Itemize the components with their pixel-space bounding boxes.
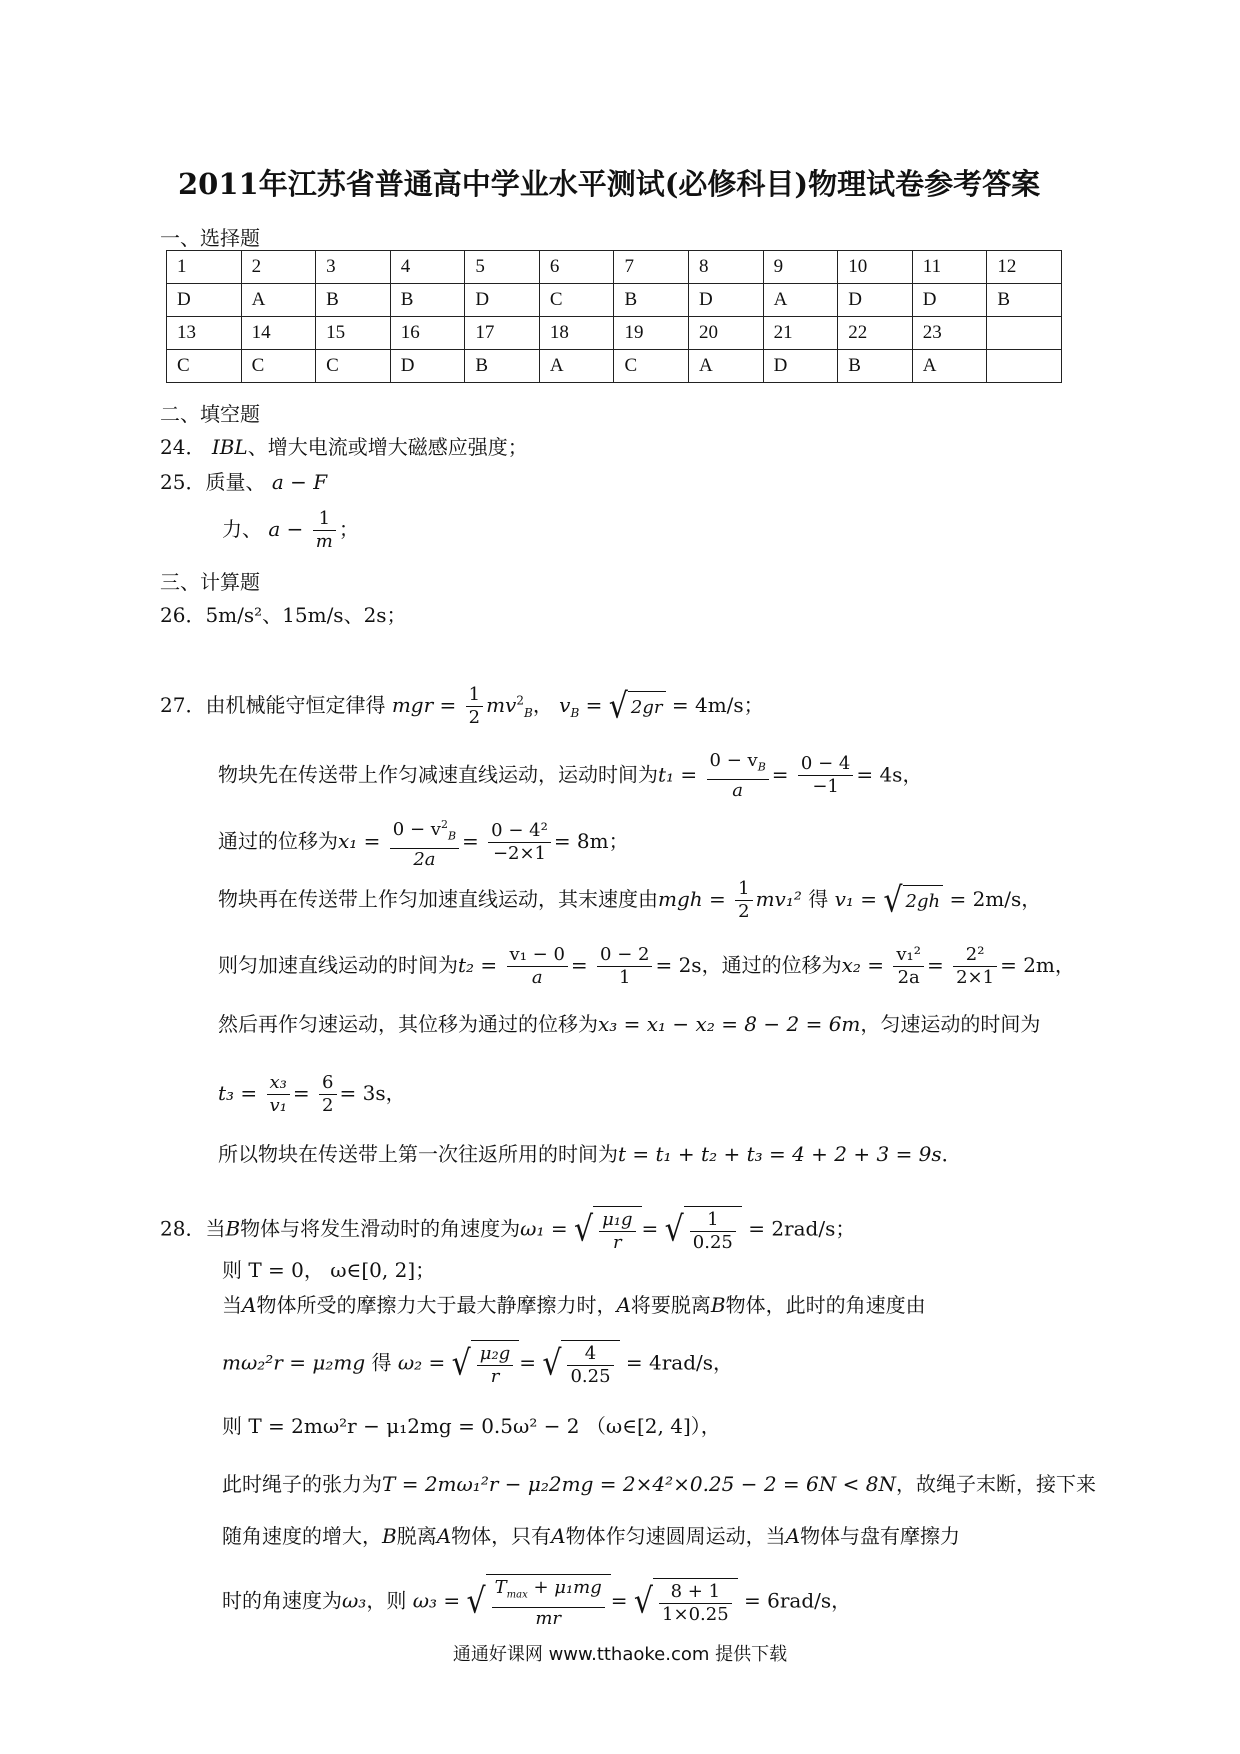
question-number-cell: 21	[763, 317, 838, 350]
q25-answer-cont: 力、 a − $\frac{1}{m}$ ；	[222, 508, 359, 552]
question-number-cell: 14	[241, 317, 316, 350]
answer-cell: D	[912, 284, 987, 317]
answer-cell: A	[912, 350, 987, 383]
answer-cell: C	[241, 350, 316, 383]
answer-cell: B	[987, 284, 1062, 317]
q27-line-2: 物块先在传送带上作匀减速直线运动，运动时间为t₁ = $\frac{0 - v_B}{a}$ = $\frac{0 - 4}{-1}$ = 4s，	[218, 750, 923, 801]
q25-answer: 25．质量、 a − F	[160, 470, 328, 494]
q27-line-7: t₃ = $\frac{\text{x₃}}{\text{v₁}}$ = $\frac{6}{2}$ = 3s，	[218, 1072, 406, 1116]
answer-cell: B	[390, 284, 465, 317]
q28-line-2: 则 T = 0， ω∈[0, 2]；	[222, 1258, 436, 1282]
fraction: $\frac{1}{m}$	[313, 508, 336, 553]
question-number-cell: 6	[539, 251, 614, 284]
question-number-cell: 16	[390, 317, 465, 350]
q28-line-3: 当A物体所受的摩擦力大于最大静摩擦力时，A将要脱离B物体，此时的角速度由	[222, 1293, 926, 1317]
answer-cell: C	[316, 350, 391, 383]
answer-cell: B	[465, 350, 540, 383]
q24-answer: 24． IBL、增大电流或增大磁感应强度；	[160, 435, 528, 459]
q27-line-4: 物块再在传送带上作匀加速直线运动，其末速度由mgh = $\frac{1}{2}$ mv₁² 得 v₁ = √ 2gh = 2m/s，	[218, 878, 1042, 922]
question-number-cell: 1	[167, 251, 242, 284]
answer-row	[167, 284, 1062, 317]
answer-cell: C	[614, 350, 689, 383]
answer-cell: C	[167, 350, 242, 383]
q28-line-1: 28．当B物体与将发生滑动时的角速度为ω₁ = √ $\frac{\text{μ₁g}}{r}$ = √ $\frac{1}{0.25}$ = 2rad/s；	[160, 1206, 855, 1254]
answer-cell: A	[689, 350, 764, 383]
q27-line-5: 则匀加速直线运动的时间为t₂ = $\frac{\text{v₁ − 0}}{a}$ = $\frac{0 - 2}{1}$ = 2s，通过的位移为x₂ = $\frac{\text{v₁²}}{2a}$ = $\frac{\text{2²}}{2\times 1}$ = 2m，	[218, 944, 1075, 988]
answer-cell: D	[390, 350, 465, 383]
answer-table	[166, 250, 1062, 383]
question-number-cell: 7	[614, 251, 689, 284]
question-number-cell: 3	[316, 251, 391, 284]
question-number-row	[167, 251, 1062, 284]
answer-cell: D	[167, 284, 242, 317]
question-number-cell: 20	[689, 317, 764, 350]
section-choice: 一、选择题	[160, 226, 260, 250]
answer-cell: B	[614, 284, 689, 317]
question-number-cell: 22	[838, 317, 913, 350]
q28-line-5: 则 T = 2mω²r − μ₁2mg = 0.5ω² − 2 （ω∈[2, 4]），	[222, 1414, 721, 1438]
q27-line-8: 所以物块在传送带上第一次往返所用的时间为t = t₁ + t₂ + t₃ = 4 + 2 + 3 = 9s．	[218, 1142, 962, 1166]
question-number-cell: 23	[912, 317, 987, 350]
answer-cell: B	[838, 350, 913, 383]
q27-line-1: 27．由机械能守恒定律得 mgr = $\frac{1}{2}$ $mv^2_B$， $v_B$ = √ 2gr = 4m/s；	[160, 684, 764, 728]
question-number-cell: 4	[390, 251, 465, 284]
question-number-cell: 8	[689, 251, 764, 284]
answer-cell: A	[539, 350, 614, 383]
answer-cell: D	[838, 284, 913, 317]
question-number-cell: 18	[539, 317, 614, 350]
answer-cell: D	[689, 284, 764, 317]
question-number-cell: 15	[316, 317, 391, 350]
q27-line-3: 通过的位移为x₁ = $\frac{0 - v^2_B}{2a}$ = $\frac{\text{0 − 4²}}{-2\times 1}$ = 8m；	[218, 814, 629, 871]
question-number-cell: 13	[167, 317, 242, 350]
answer-cell	[987, 350, 1062, 383]
q28-line-6: 此时绳子的张力为T = 2mω₁²r − μ₂2mg = 2×4²×0.25 − 2 = 6N < 8N，故绳子末断，接下来	[222, 1472, 1096, 1496]
question-number-cell: 10	[838, 251, 913, 284]
answer-cell: A	[241, 284, 316, 317]
answer-cell: C	[539, 284, 614, 317]
answer-cell: A	[763, 284, 838, 317]
q28-line-7: 随角速度的增大，B脱离A物体，只有A物体作匀速圆周运动，当A物体与盘有摩擦力	[222, 1524, 961, 1548]
q28-line-4: mω₂²r = μ₂mg 得 ω₂ = √ $\frac{\text{μ₂g}}{r}$ = √ $\frac{4}{0.25}$ = 4rad/s，	[222, 1340, 733, 1388]
question-number-cell: 19	[614, 317, 689, 350]
question-number-cell: 12	[987, 251, 1062, 284]
question-number-cell: 5	[465, 251, 540, 284]
answer-cell: B	[316, 284, 391, 317]
answer-cell: D	[763, 350, 838, 383]
question-number-cell: 9	[763, 251, 838, 284]
question-number-row	[167, 317, 1062, 350]
answer-row	[167, 350, 1062, 383]
question-number-cell: 11	[912, 251, 987, 284]
footer-credit: 通通好课网 www.tthaoke.com 提供下载	[452, 1644, 788, 1665]
q26-answer: 26．5m/s²、15m/s、2s；	[160, 603, 407, 627]
q28-line-8: 时的角速度为ω₃，则 ω₃ = √ $\frac{T_{max} + \mu_1mg}{mr}$ = √ $\frac{8 + 1}{1\times 0.25}$ = 6rad/s，	[222, 1574, 851, 1630]
question-number-cell	[987, 317, 1062, 350]
section-calc: 三、计算题	[160, 570, 260, 594]
answer-cell: D	[465, 284, 540, 317]
section-fill: 二、填空题	[160, 402, 260, 426]
question-number-cell: 17	[465, 317, 540, 350]
question-number-cell: 2	[241, 251, 316, 284]
q27-line-6: 然后再作匀速运动，其位移为通过的位移为x₃ = x₁ − x₂ = 8 − 2 = 6m，匀速运动的时间为	[218, 1012, 1041, 1036]
page-title: 2011年江苏省普通高中学业水平测试(必修科目)物理试卷参考答案	[178, 167, 1041, 201]
